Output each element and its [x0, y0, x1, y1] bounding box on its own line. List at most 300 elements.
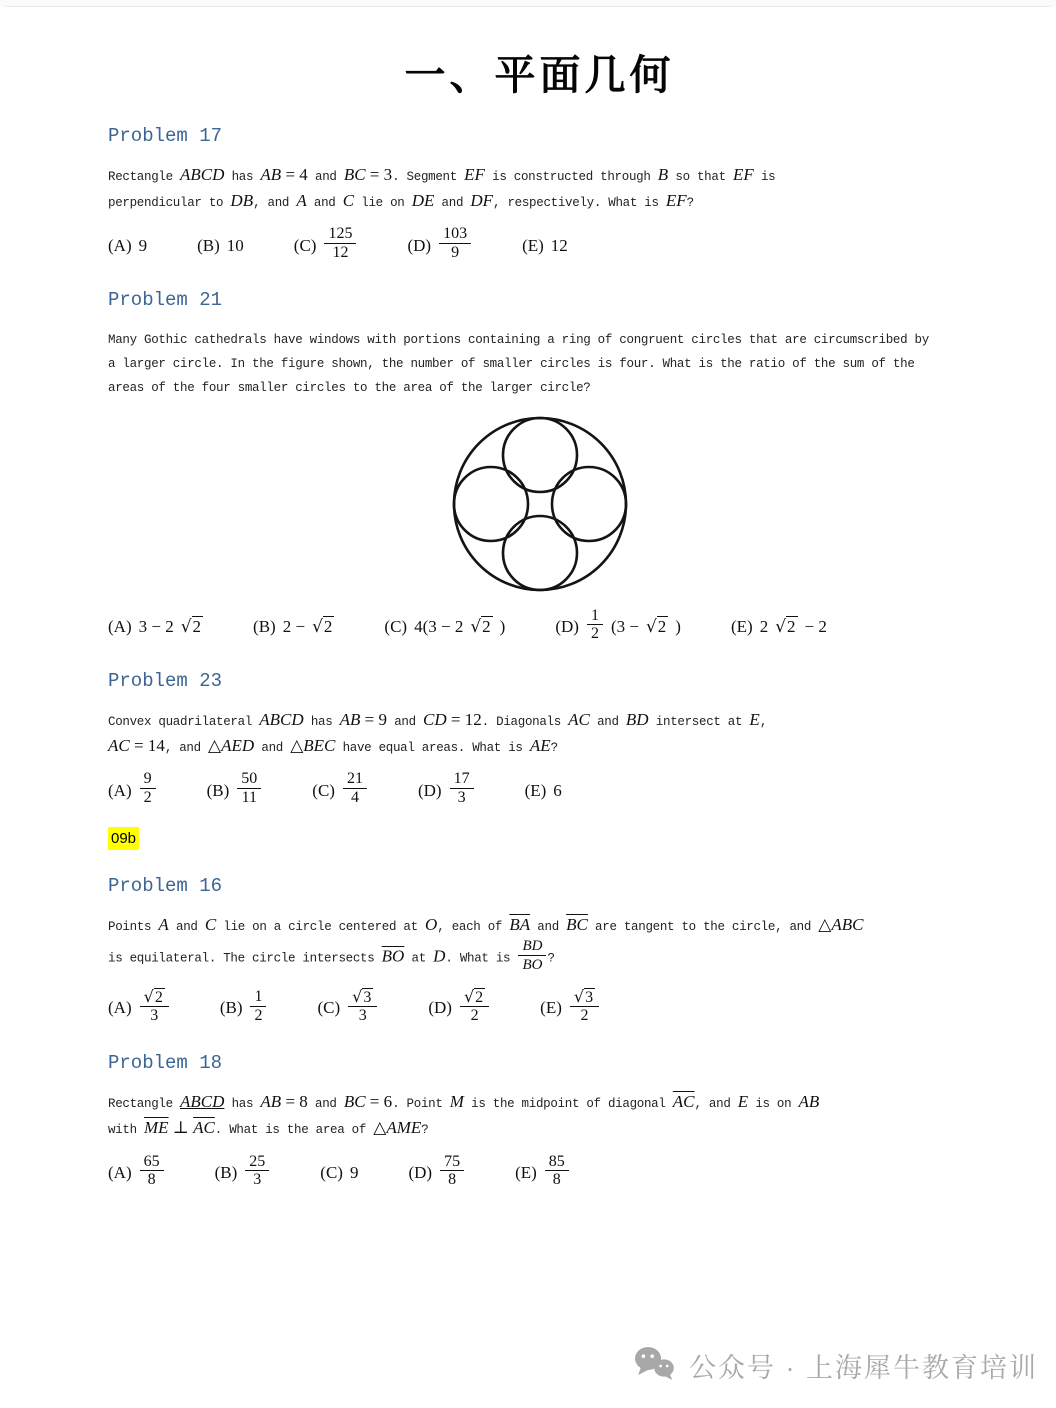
denominator — [587, 625, 603, 643]
choice-label: (E) — [522, 235, 544, 255]
math-run: AB — [260, 165, 282, 185]
numerator — [450, 770, 474, 789]
overline-math-run: $\overline{AC}$ — [672, 1092, 695, 1112]
math-run: = 4 — [281, 165, 308, 185]
choice-label: (D) — [417, 780, 442, 800]
math-run: 1 — [254, 988, 263, 1006]
choice-label: (D) — [428, 998, 452, 1018]
math-run: 9 — [349, 1162, 359, 1182]
denominator — [460, 1007, 489, 1025]
math-run: 125 — [328, 225, 353, 243]
choice-option — [522, 236, 568, 256]
fraction — [348, 988, 377, 1026]
problem-text-line — [108, 708, 971, 733]
problem-figure — [108, 415, 971, 593]
choice-option — [108, 986, 170, 1028]
math-run: 2 — [323, 616, 333, 636]
overline-math-run: $\overline{AC}$ — [193, 1117, 215, 1137]
radical-glyph: √ — [775, 616, 787, 637]
math-run: 25 — [249, 1152, 266, 1170]
math-run: AE — [529, 735, 551, 755]
choice-option — [408, 1152, 465, 1192]
math-run: 10 — [226, 235, 244, 255]
choice-option — [312, 772, 368, 809]
text-run: ? — [550, 740, 558, 755]
problem-text-line — [108, 1116, 971, 1141]
fraction — [450, 770, 474, 807]
problem-block — [108, 827, 971, 1027]
math-run: 21 — [346, 770, 363, 788]
problem-heading: Problem 18 — [108, 1052, 223, 1075]
problem-text — [108, 163, 971, 213]
math-run: ) — [675, 616, 681, 636]
text-run: . Segment — [392, 170, 465, 185]
radical-glyph: √ — [573, 986, 585, 1006]
math-run: 2 — [590, 625, 599, 643]
numerator — [439, 225, 471, 244]
math-run: AC — [108, 735, 130, 755]
choice-label: (C) — [293, 235, 317, 255]
radicand — [584, 988, 595, 1006]
choice-label: (E) — [515, 1162, 537, 1182]
denominator — [545, 1171, 569, 1189]
text-run: , and — [253, 195, 297, 210]
choice-option — [108, 772, 157, 809]
math-run: BD — [625, 710, 649, 730]
page-title: 一、平面几何 — [404, 52, 675, 98]
choice-option — [407, 227, 472, 264]
choice-label: (C) — [312, 780, 335, 800]
math-run: D — [433, 946, 446, 966]
choice-label: (A) — [108, 998, 132, 1018]
math-run: 3 − 2 — [138, 616, 174, 636]
choice-label: (B) — [219, 998, 243, 1018]
text-run: and — [434, 195, 471, 210]
radical-glyph: √ — [180, 616, 192, 637]
numerator — [545, 1153, 569, 1172]
math-run: 1 — [590, 606, 599, 624]
choice-option — [540, 986, 600, 1028]
choice-option — [108, 617, 203, 637]
math-run: 2 — [143, 789, 152, 807]
math-run: = 12 — [446, 710, 482, 730]
answer-choices — [108, 606, 971, 646]
math-run: 12 — [550, 235, 568, 255]
fraction — [518, 937, 546, 974]
fraction — [140, 770, 156, 807]
math-run: ) — [499, 616, 506, 636]
text-run: are tangent to the circle, and — [587, 920, 819, 935]
denominator — [237, 789, 261, 807]
math-run: 3 — [457, 789, 466, 807]
choice-option — [220, 990, 268, 1027]
radicand — [786, 616, 798, 636]
math-run: C — [342, 190, 355, 210]
choice-label: (A) — [108, 1162, 132, 1182]
math-run: 11 — [241, 789, 257, 807]
radical-glyph: √ — [312, 616, 323, 637]
math-run: M — [449, 1092, 464, 1112]
math-run: 75 — [444, 1152, 461, 1170]
problem-text-line — [108, 163, 971, 188]
text-run: Convex quadrilateral — [108, 715, 260, 730]
text-run: has — [303, 715, 340, 730]
text-run: is on — [748, 1097, 799, 1112]
sqrt-expression — [181, 617, 203, 637]
math-run: 17 — [453, 770, 470, 788]
sqrt-expression — [646, 617, 668, 637]
denominator — [570, 1007, 599, 1025]
numerator — [140, 770, 156, 789]
math-run: A — [158, 915, 169, 935]
math-run: B — [657, 165, 669, 185]
denominator — [250, 1007, 266, 1025]
fraction — [245, 1153, 269, 1190]
math-run: EF — [464, 165, 485, 185]
choice-label: (E) — [524, 780, 547, 800]
text-run: have equal areas. What is — [335, 740, 530, 755]
math-run: △ — [818, 915, 832, 935]
text-run: and — [387, 715, 424, 730]
problem-text-line — [108, 327, 971, 350]
text-run: ? — [547, 951, 555, 966]
math-run: 50 — [241, 770, 258, 788]
numerator — [518, 937, 546, 956]
math-run: 8 — [448, 1171, 457, 1189]
fraction — [439, 225, 471, 262]
math-run: 12 — [332, 244, 349, 262]
answer-choices — [108, 986, 971, 1028]
text-run: intersect at — [648, 715, 750, 730]
numerator — [245, 1153, 269, 1172]
radical-glyph: √ — [143, 986, 154, 1006]
math-run: 2 — [482, 616, 491, 636]
radical-glyph: √ — [463, 986, 475, 1006]
denominator — [343, 789, 367, 807]
text-run: Many Gothic cathedrals have windows with portions containing a ring of congruent circles that are circumscribed by — [108, 332, 929, 347]
choice-option — [731, 617, 827, 637]
fraction — [440, 1153, 464, 1190]
denominator — [324, 244, 356, 262]
text-run: , and — [694, 1097, 738, 1112]
text-run: and — [168, 920, 205, 935]
problem-heading: Problem 17 — [108, 125, 223, 148]
text-run: . What is — [445, 951, 518, 966]
text-run: Rectangle — [108, 1097, 181, 1112]
math-run: 9 — [138, 235, 148, 255]
denominator — [140, 789, 156, 807]
numerator — [324, 225, 356, 244]
choice-option — [515, 1152, 570, 1192]
math-run: DF — [470, 190, 494, 210]
math-run: = 9 — [360, 710, 388, 730]
answer-choices — [108, 772, 971, 809]
math-run: ABCD — [259, 710, 304, 730]
numerator — [460, 988, 489, 1008]
text-run: has — [224, 1097, 261, 1112]
radical-glyph: √ — [470, 616, 482, 637]
choice-option — [320, 1163, 358, 1183]
document-content — [0, 7, 1056, 1191]
radicand — [657, 616, 669, 636]
fraction — [140, 988, 169, 1026]
math-run: 2 — [475, 988, 484, 1006]
math-run: − 2 — [804, 616, 827, 636]
math-run: 2 — [470, 1007, 479, 1025]
math-run: 2 — [787, 616, 796, 636]
problem-text-line — [108, 913, 971, 938]
math-run: = 8 — [281, 1092, 308, 1112]
highlight-badge: 09b — [108, 827, 139, 850]
denominator — [140, 1171, 164, 1189]
numerator — [140, 988, 169, 1008]
math-run: O — [425, 915, 438, 935]
math-run: 4 — [350, 789, 359, 807]
footer — [633, 1345, 1038, 1386]
math-run: 2 − — [282, 616, 306, 636]
choice-label: (A) — [108, 616, 132, 636]
sqrt-expression — [312, 617, 334, 637]
fraction — [460, 988, 489, 1026]
text-run: . Point — [392, 1097, 450, 1112]
underline-math-run: ABCD — [180, 1092, 225, 1112]
math-run: AB — [339, 710, 361, 730]
text-run: , and — [164, 740, 209, 755]
math-run: 2 — [192, 616, 202, 636]
text-run: is equilateral. The circle intersects — [108, 951, 382, 966]
fraction — [343, 770, 367, 807]
text-run: a larger circle. In the figure shown, the number of smaller circles is four. What is the ratio of the sum of the — [108, 357, 915, 372]
choice-label: (D) — [408, 1162, 433, 1182]
math-run: CD — [423, 710, 447, 730]
text-run: with — [108, 1122, 145, 1137]
overline-math-run: $\overline{ME}$ — [144, 1117, 169, 1137]
choice-option — [418, 772, 475, 809]
choice-label: (E) — [540, 998, 562, 1018]
math-run: EF — [665, 190, 687, 210]
radicand — [154, 988, 165, 1006]
denominator — [245, 1171, 269, 1189]
page-top-strip — [0, 0, 1056, 7]
math-run: 6 — [553, 780, 562, 800]
text-run: is constructed through — [484, 170, 658, 185]
problems-list — [108, 126, 971, 1191]
denominator — [439, 244, 471, 262]
denominator — [140, 1007, 169, 1025]
radicand — [362, 988, 373, 1006]
text-run: , each of — [437, 920, 510, 935]
text-run: and — [254, 740, 291, 755]
math-run: 2 — [657, 616, 667, 636]
overline-math-run: $\overline{BA}$ — [509, 915, 531, 935]
text-run: and — [306, 195, 343, 210]
choice-label: (C) — [320, 1162, 343, 1182]
math-run: AED — [221, 735, 255, 755]
problem-text-line — [108, 351, 971, 374]
math-run: BD — [522, 937, 543, 954]
choice-label: (A) — [108, 235, 132, 255]
math-run: 9 — [451, 244, 460, 262]
answer-choices — [108, 227, 971, 264]
math-run: 8 — [552, 1171, 561, 1189]
fraction — [237, 770, 261, 807]
problem-heading: Problem 21 — [108, 289, 223, 312]
numerator — [237, 770, 261, 789]
text-run: ? — [421, 1122, 429, 1137]
sqrt-expression — [144, 988, 165, 1007]
choice-label: (B) — [214, 1162, 238, 1182]
problem-text-line — [108, 189, 971, 214]
text-run: Points — [108, 920, 159, 935]
problem-block — [108, 290, 971, 645]
math-run: 9 — [143, 770, 152, 788]
badge-wrap — [108, 827, 971, 850]
radicand — [481, 616, 493, 636]
math-run: 65 — [143, 1152, 160, 1170]
text-run: at — [404, 951, 434, 966]
numerator — [348, 988, 377, 1008]
math-run: AB — [260, 1092, 282, 1112]
problem-text-line — [108, 375, 971, 398]
choice-option — [555, 606, 681, 646]
fraction — [570, 988, 599, 1026]
sqrt-expression — [574, 988, 595, 1007]
math-run: = 14 — [129, 735, 165, 755]
choice-label: (D) — [407, 235, 432, 255]
fraction — [324, 225, 356, 262]
math-run: 8 — [147, 1171, 156, 1189]
numerator — [140, 1153, 164, 1172]
radicand — [474, 988, 485, 1006]
problem-text — [108, 327, 971, 399]
fraction — [250, 988, 266, 1025]
math-run: = 3 — [365, 165, 393, 185]
choice-option — [384, 617, 505, 637]
numerator — [570, 988, 599, 1008]
math-run: 2 — [759, 616, 769, 636]
text-run: ? — [686, 195, 694, 210]
math-run: 3 — [585, 988, 594, 1006]
problem-heading: Problem 23 — [108, 670, 223, 693]
choice-label: (B) — [197, 235, 220, 255]
choice-label: (D) — [555, 616, 579, 636]
math-run: △ — [373, 1117, 387, 1137]
math-run: BC — [343, 1092, 366, 1112]
choice-label: (E) — [730, 616, 753, 636]
fraction — [545, 1153, 569, 1190]
answer-choices — [108, 1152, 971, 1192]
problem-text-line — [108, 939, 971, 976]
wechat-icon — [633, 1345, 677, 1386]
math-run: ABCD — [180, 165, 225, 185]
math-run: = 6 — [365, 1092, 393, 1112]
problem-text — [108, 708, 971, 758]
problem-block — [108, 1053, 971, 1191]
text-run: and — [307, 1097, 344, 1112]
footer-text: 公众号 · 上海犀牛教育培训 — [689, 1353, 1038, 1383]
math-run: DE — [411, 190, 435, 210]
text-run: areas of the four smaller circles to the area of the larger circle? — [108, 381, 591, 396]
text-run: , respectively. What is — [493, 195, 666, 210]
overline-math-run: $\overline{BC}$ — [566, 915, 588, 935]
radicand — [323, 616, 335, 636]
problem-text — [108, 1090, 971, 1140]
sqrt-expression — [352, 988, 373, 1007]
numerator — [587, 607, 603, 626]
math-run: AB — [798, 1092, 820, 1112]
choice-option — [108, 236, 147, 256]
text-run: is — [753, 170, 776, 185]
problem-text — [108, 913, 971, 975]
math-run: (3 − — [610, 616, 639, 636]
text-run: and — [307, 170, 344, 185]
problem-text-line — [108, 734, 971, 759]
ring-of-circles-figure — [451, 415, 629, 593]
math-run: ABC — [831, 915, 864, 935]
overline-math-run: $\overline{BO}$ — [381, 946, 405, 966]
math-run: E — [749, 710, 760, 730]
choice-label: (C) — [317, 998, 341, 1018]
math-run: BEC — [303, 735, 336, 755]
choice-label: (A) — [108, 780, 132, 800]
math-run: ⊥ — [168, 1117, 194, 1137]
math-run: AME — [386, 1117, 422, 1137]
text-run: lie on — [354, 195, 412, 210]
sqrt-expression — [775, 617, 797, 637]
sqrt-expression — [470, 617, 492, 637]
denominator — [518, 956, 546, 974]
fraction — [587, 607, 603, 644]
choice-option — [428, 986, 490, 1028]
text-run: has — [224, 170, 261, 185]
math-run: C — [204, 915, 217, 935]
text-run: so that — [668, 170, 733, 185]
denominator — [348, 1007, 377, 1025]
math-run: E — [737, 1092, 749, 1112]
text-run: and — [589, 715, 626, 730]
math-run: 3 — [253, 1171, 262, 1189]
text-run: lie on a circle centered at — [216, 920, 426, 935]
math-run: 3 — [358, 1007, 367, 1025]
problem-heading: Problem 16 — [108, 875, 223, 898]
radical-glyph: √ — [352, 986, 363, 1006]
denominator — [450, 789, 474, 807]
math-run: △ — [208, 735, 222, 755]
math-run: 103 — [443, 225, 468, 243]
math-run: BC — [343, 165, 366, 185]
choice-label: (B) — [253, 616, 276, 636]
choice-option — [317, 986, 378, 1028]
numerator — [250, 988, 266, 1007]
choice-option — [253, 617, 334, 637]
math-run: 2 — [154, 988, 163, 1006]
math-run: △ — [290, 735, 304, 755]
math-run: A — [296, 190, 307, 210]
sqrt-expression — [464, 988, 485, 1007]
math-run: 3 — [150, 1007, 159, 1025]
radical-glyph: √ — [645, 616, 657, 637]
math-run: 4(3 − 2 — [414, 616, 464, 636]
problem-block — [108, 671, 971, 809]
choice-option — [197, 236, 244, 256]
problem-text-line — [108, 1090, 971, 1115]
math-run: EF — [732, 165, 754, 185]
text-run: , — [759, 715, 768, 730]
math-run: BO — [522, 956, 543, 973]
math-run: 2 — [580, 1007, 589, 1025]
text-run: . Diagonals — [481, 715, 569, 730]
choice-option — [525, 781, 562, 801]
